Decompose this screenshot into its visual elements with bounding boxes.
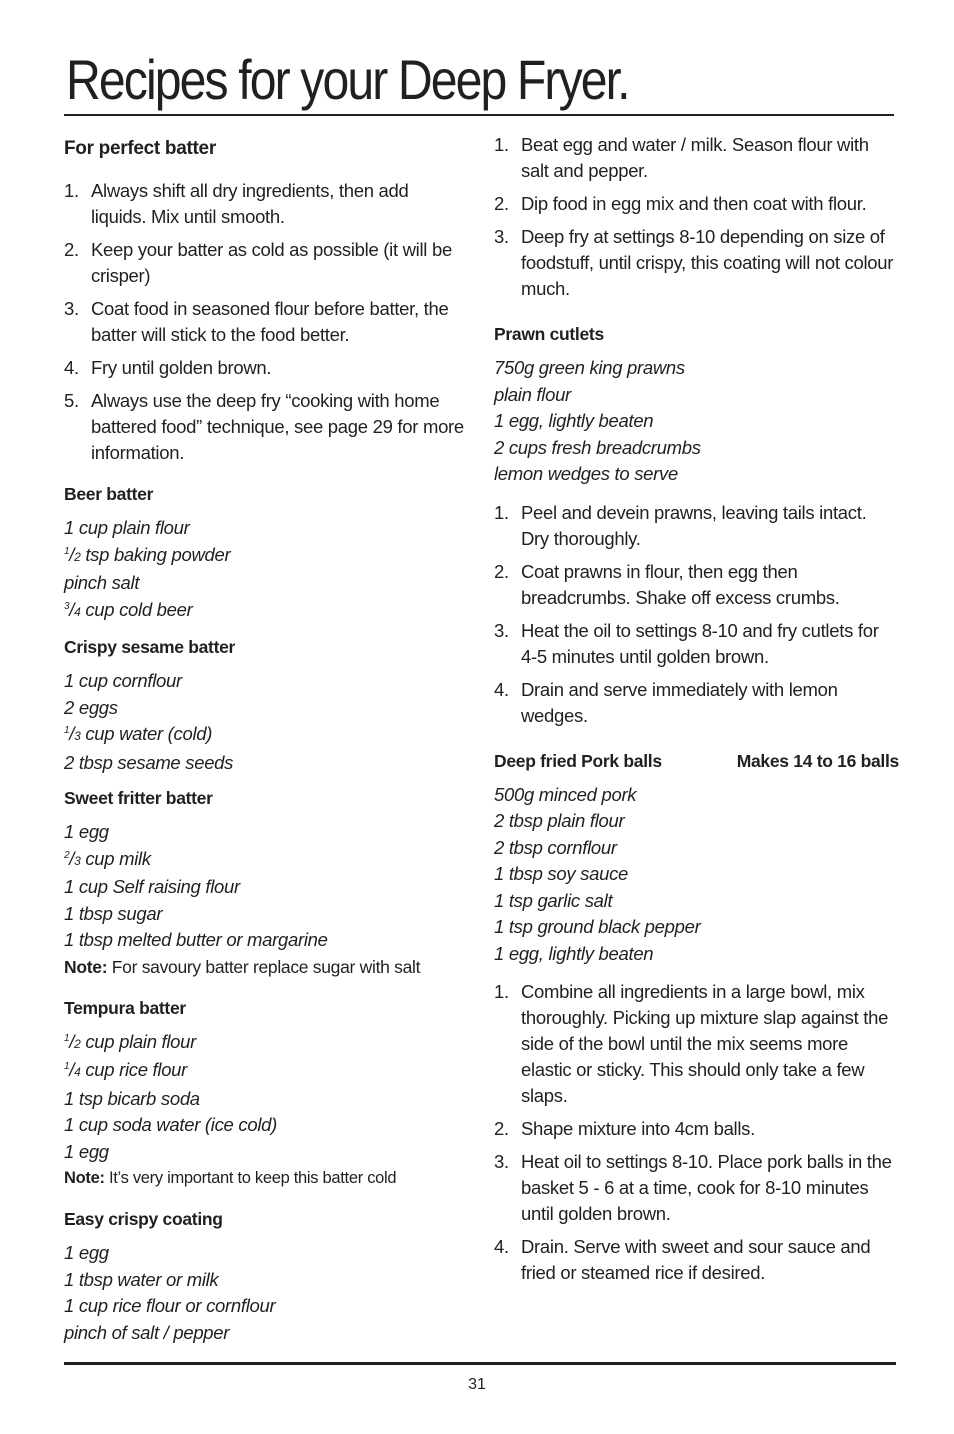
- recipe-heading-pork-balls: [494, 751, 899, 772]
- sesame-batter-ingredients: [64, 668, 468, 776]
- recipe-heading-fritter-batter: Sweet fritter batter: [64, 788, 213, 808]
- ingredient: 1 tsp garlic salt: [494, 889, 613, 911]
- page-title: Recipes for your Deep Fryer.: [66, 48, 629, 111]
- recipe-heading-prawn-cutlets: Prawn cutlets: [494, 324, 604, 344]
- title-divider: [64, 114, 894, 116]
- pork-balls-steps: [494, 979, 899, 1286]
- ingredient: 1 egg, lightly beaten: [494, 942, 654, 964]
- recipe-heading-tempura-batter: Tempura batter: [64, 997, 186, 1018]
- list-item: 5. Always use the deep fry “cooking with home battered food” technique, see page 29 for more information.: [64, 390, 464, 463]
- prawn-cutlets-steps: [494, 500, 899, 729]
- ingredient: pinch salt: [64, 572, 140, 593]
- list-item: 4. Drain. Serve with sweet and sour sauce and fried or steamed rice if desired.: [494, 1236, 871, 1283]
- ingredient: 1 tsp bicarb soda: [64, 1087, 200, 1109]
- ingredient: 1 tbsp sugar: [64, 902, 163, 924]
- ingredient: plain flour: [494, 383, 571, 405]
- ingredient: 1 egg: [64, 1140, 109, 1162]
- list-item: 3. Deep fry at settings 8-10 depending on size of foodstuff, until crispy, this coating will not colour much.: [494, 226, 894, 299]
- ingredient: 500g minced pork: [494, 783, 637, 805]
- list-item: 4. Drain and serve immediately with lemon wedges.: [494, 678, 838, 726]
- prawn-cutlets-ingredients: [494, 355, 899, 488]
- list-item: 1. Combine all ingredients in a large bowl, mix thoroughly. Picking up mixture slap against the side of the bowl until the mix seems more elastic or sticky. This should only take a few slaps.: [494, 981, 889, 1106]
- pork-balls-yield: Makes 14 to 16 balls: [736, 750, 899, 771]
- ingredient: $^3$/4 cup cold beer: [64, 598, 193, 620]
- recipe-heading-sesame-batter: Crispy sesame batter: [64, 637, 236, 657]
- ingredient: $^2$/3 cup milk: [64, 847, 151, 869]
- list-item: 1. Beat egg and water / milk. Season flour with salt and pepper.: [494, 134, 869, 181]
- recipe-heading-beer-batter: Beer batter: [64, 484, 154, 504]
- ingredient: 2 tbsp sesame seeds: [64, 751, 234, 773]
- footer-divider: [64, 1362, 896, 1365]
- ingredient: 1 tbsp soy sauce: [494, 863, 629, 884]
- ingredient: 1 egg: [64, 1242, 109, 1263]
- ingredient: 1 egg: [64, 821, 109, 842]
- list-item: 2. Keep your batter as cold as possible (it will be crisper): [64, 239, 452, 286]
- list-item: 1. Always shift all dry ingredients, then add liquids. Mix until smooth.: [64, 180, 409, 227]
- list-item: 2. Dip food in egg mix and then coat with flour.: [494, 193, 867, 214]
- ingredient: 1 cup rice flour or cornflour: [64, 1295, 276, 1316]
- recipe-heading-crispy-coating: Easy crispy coating: [64, 1209, 223, 1229]
- recipe-note: Note: For savoury batter replace sugar with salt: [64, 956, 421, 977]
- right-column: [494, 132, 899, 1304]
- ingredient: pinch of salt / pepper: [64, 1321, 230, 1343]
- ingredient: 1 egg, lightly beaten: [494, 410, 654, 431]
- tempura-batter-ingredients: [64, 1029, 468, 1192]
- ingredient: 1 tbsp water or milk: [64, 1268, 219, 1290]
- crispy-coating-steps: [494, 132, 899, 302]
- ingredient: $^1$/3 cup water (cold): [64, 723, 213, 744]
- ingredient: 2 tbsp plain flour: [494, 810, 625, 831]
- list-item: 2. Shape mixture into 4cm balls.: [494, 1118, 755, 1139]
- ingredient: 1 tsp ground black pepper: [494, 916, 701, 937]
- list-item: 3. Heat the oil to settings 8-10 and fry cutlets for 4-5 minutes until golden brown.: [494, 619, 879, 667]
- section-heading-perfect-batter: For perfect batter: [64, 138, 216, 159]
- ingredient: 2 eggs: [64, 696, 118, 718]
- recipe-note: Note: It’s very important to keep this batter cold: [64, 1169, 397, 1187]
- ingredient: 2 tbsp cornflour: [494, 836, 617, 858]
- ingredient: $^1$/4 cup rice flour: [64, 1059, 188, 1080]
- pork-balls-title: Deep fried Pork balls: [494, 750, 662, 771]
- ingredient: 1 cup soda water (ice cold): [64, 1114, 277, 1135]
- list-item: 3. Heat oil to settings 8-10. Place pork balls in the basket 5 - 6 at a time, cook for 8-10 minutes until golden brown.: [494, 1151, 892, 1224]
- ingredient: 2 cups fresh breadcrumbs: [494, 436, 701, 458]
- crispy-coating-ingredients: [64, 1240, 468, 1346]
- ingredient: 750g green king prawns: [494, 357, 685, 378]
- list-item: 1. Peel and devein prawns, leaving tails intact. Dry thoroughly.: [494, 501, 867, 549]
- list-item: 4. Fry until golden brown.: [64, 357, 272, 378]
- ingredient: 1 cup Self raising flour: [64, 876, 240, 897]
- page-number: 31: [468, 1376, 486, 1393]
- ingredient: lemon wedges to serve: [494, 463, 678, 484]
- ingredient: 1 tbsp melted butter or margarine: [64, 929, 328, 950]
- beer-batter-ingredients: [64, 515, 468, 625]
- ingredient: $^1$/2 cup plain flour: [64, 1030, 197, 1052]
- left-column: [64, 132, 468, 1358]
- ingredient: 1 cup plain flour: [64, 517, 190, 538]
- ingredient: $^1$/2 tsp baking powder: [64, 543, 231, 565]
- list-item: 3. Coat food in seasoned flour before batter, the batter will stick to the food better.: [64, 298, 449, 345]
- pork-balls-ingredients: [494, 782, 899, 968]
- list-item: 2. Coat prawns in flour, then egg then breadcrumbs. Shake off excess crumbs.: [494, 560, 840, 608]
- perfect-batter-steps: [64, 178, 468, 466]
- ingredient: 1 cup cornflour: [64, 670, 182, 691]
- fritter-batter-ingredients: [64, 819, 468, 980]
